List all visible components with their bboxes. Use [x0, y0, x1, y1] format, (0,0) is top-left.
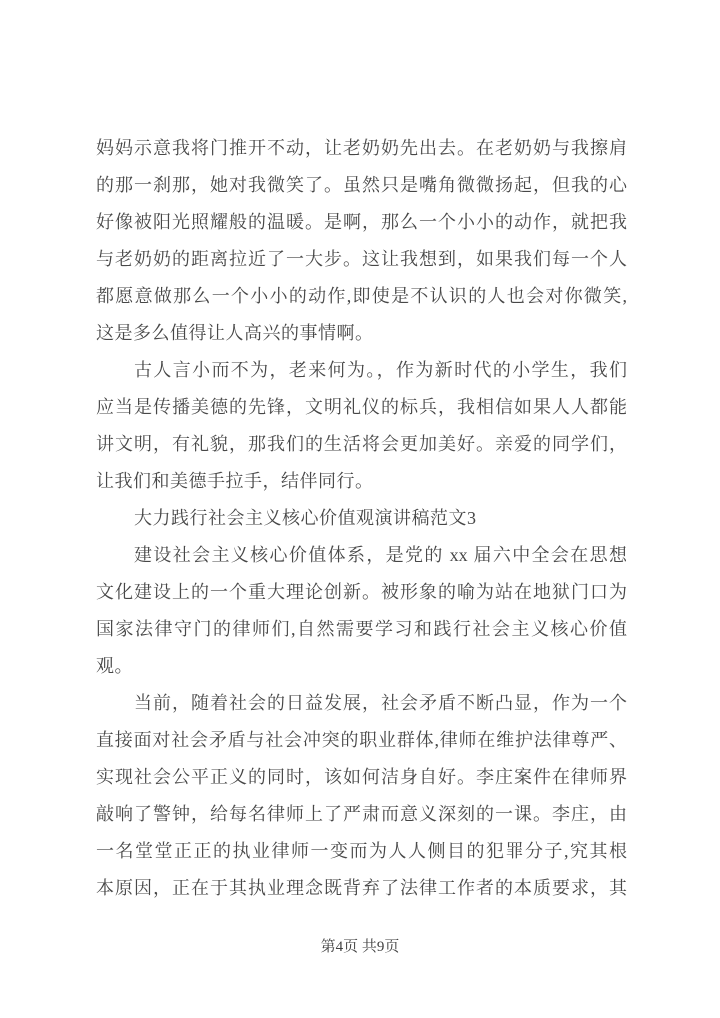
text-line: 建设社会主义核心价值体系，是党的 xx 届六中全会在思想	[134, 545, 627, 565]
text-line: 都愿意做那么一个小小的动作,即使是不认识的人也会对你微笑,	[96, 286, 627, 306]
text-line: 国家法律守门的律师们,自然需要学习和践行社会主义核心价值	[96, 619, 627, 639]
text-line: 直接面对社会矛盾与社会冲突的职业群体,律师在维护法律尊严、	[96, 730, 627, 750]
text-line: 大力践行社会主义核心价值观演讲稿范文3	[134, 508, 477, 528]
text-line: 本原因，正在于其执业理念既背弃了法律工作者的本质要求，其	[96, 878, 627, 898]
document-body	[96, 130, 627, 907]
text-line: 这是多么值得让人高兴的事情啊。	[96, 323, 374, 343]
text-line: 好像被阳光照耀般的温暖。是啊，那么一个小小的动作，就把我	[96, 212, 627, 232]
text-line: 观。	[96, 656, 133, 676]
text-line: 妈妈示意我将门推开不动，让老奶奶先出去。在老奶奶与我擦肩	[96, 138, 627, 158]
text-line: 与老奶奶的距离拉近了一大步。这让我想到，如果我们每一个人	[96, 249, 627, 269]
text-line: 文化建设上的一个重大理论创新。被形象的喻为站在地狱门口为	[96, 582, 627, 602]
text-line: 实现社会公平正义的同时，该如何洁身自好。李庄案件在律师界	[96, 767, 627, 787]
text-line: 的那一刹那，她对我微笑了。虽然只是嘴角微微扬起，但我的心	[96, 175, 627, 195]
text-line: 应当是传播美德的先锋，文明礼仪的标兵，我相信如果人人都能	[96, 397, 627, 417]
text-line: 当前，随着社会的日益发展，社会矛盾不断凸显，作为一个	[134, 693, 627, 713]
text-line: 讲文明，有礼貌，那我们的生活将会更加美好。亲爱的同学们，	[96, 434, 627, 454]
text-line: 古人言小而不为，老来何为。，作为新时代的小学生，我们	[134, 360, 627, 380]
page-footer	[0, 936, 720, 958]
page-number-label: 第4页 共9页	[320, 939, 400, 955]
text-line: 让我们和美德手拉手，结伴同行。	[96, 471, 374, 491]
text-line: 一名堂堂正正的执业律师一变而为人人侧目的犯罪分子,究其根	[96, 841, 627, 861]
text-line: 敲响了警钟，给每名律师上了严肃而意义深刻的一课。李庄，由	[96, 804, 627, 824]
